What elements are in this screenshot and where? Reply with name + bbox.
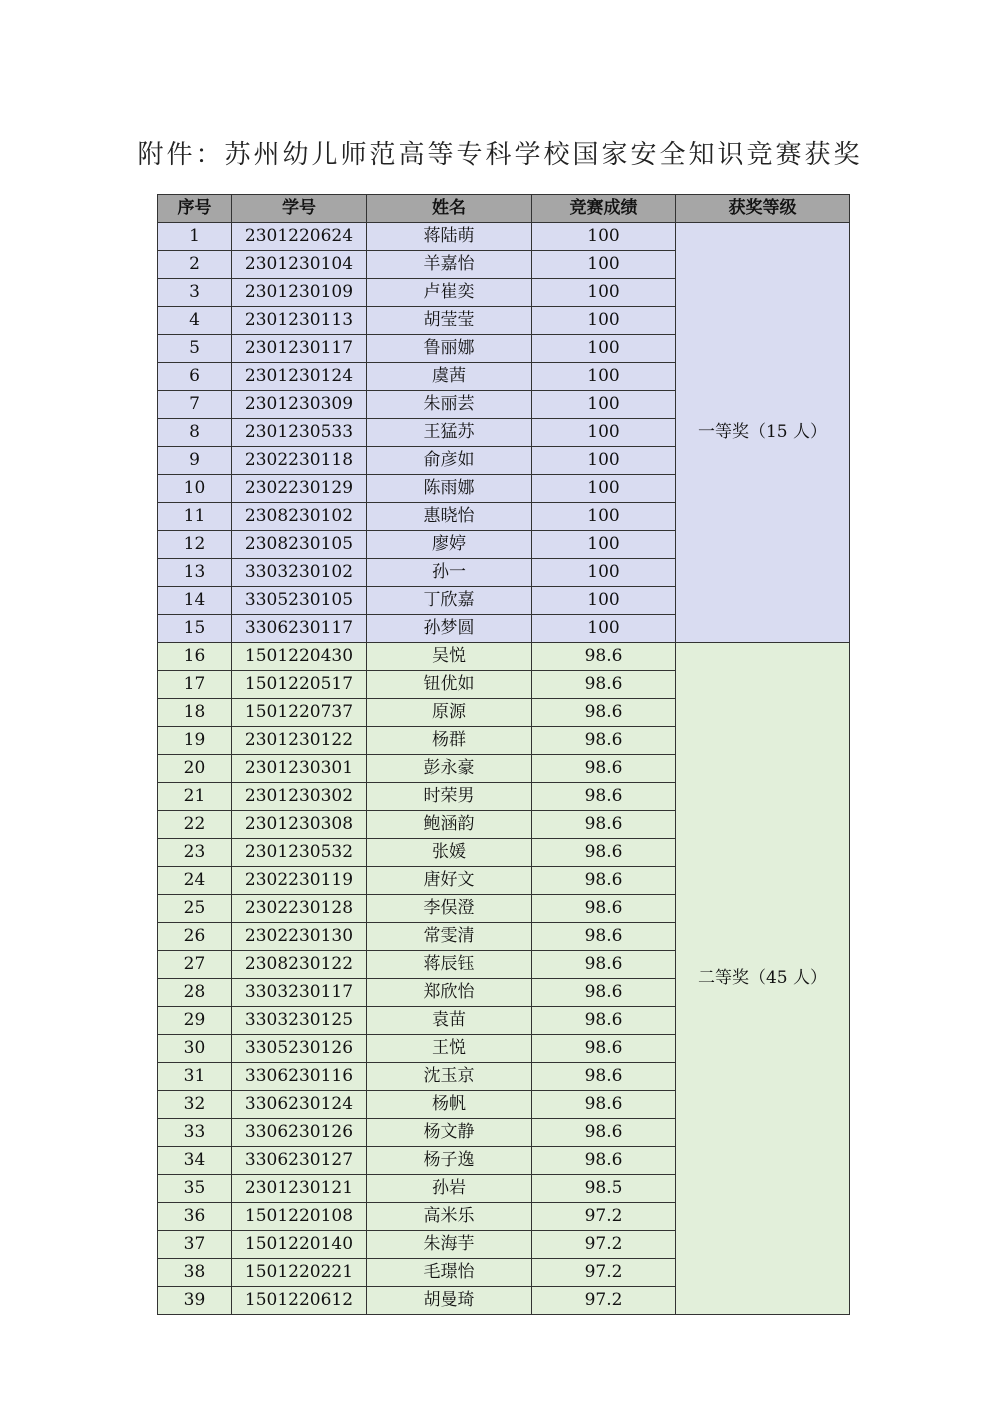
- cell-student-id: 1501220737: [232, 699, 367, 727]
- cell-index: 12: [158, 531, 232, 559]
- cell-index: 5: [158, 335, 232, 363]
- cell-name: 蒋辰钰: [367, 951, 532, 979]
- cell-name: 吴悦: [367, 643, 532, 671]
- cell-score: 100: [532, 559, 676, 587]
- cell-index: 4: [158, 307, 232, 335]
- cell-index: 22: [158, 811, 232, 839]
- cell-index: 33: [158, 1119, 232, 1147]
- cell-score: 97.2: [532, 1259, 676, 1287]
- cell-score: 100: [532, 223, 676, 251]
- cell-name: 袁苗: [367, 1007, 532, 1035]
- cell-index: 20: [158, 755, 232, 783]
- award-level-cell: 二等奖（45 人）: [676, 643, 850, 1315]
- cell-index: 13: [158, 559, 232, 587]
- header-award-level: 获奖等级: [676, 195, 850, 223]
- cell-index: 8: [158, 419, 232, 447]
- cell-student-id: 3306230124: [232, 1091, 367, 1119]
- header-student-id: 学号: [232, 195, 367, 223]
- cell-score: 97.2: [532, 1203, 676, 1231]
- cell-student-id: 1501220430: [232, 643, 367, 671]
- cell-student-id: 2301230109: [232, 279, 367, 307]
- cell-name: 卢崔奕: [367, 279, 532, 307]
- cell-score: 100: [532, 391, 676, 419]
- cell-score: 100: [532, 335, 676, 363]
- cell-student-id: 3306230117: [232, 615, 367, 643]
- cell-name: 朱海芋: [367, 1231, 532, 1259]
- cell-name: 羊嘉怡: [367, 251, 532, 279]
- cell-index: 32: [158, 1091, 232, 1119]
- cell-name: 惠晓怡: [367, 503, 532, 531]
- cell-score: 100: [532, 279, 676, 307]
- cell-name: 毛璟怡: [367, 1259, 532, 1287]
- cell-index: 24: [158, 867, 232, 895]
- cell-index: 1: [158, 223, 232, 251]
- cell-student-id: 2301230533: [232, 419, 367, 447]
- cell-student-id: 1501220221: [232, 1259, 367, 1287]
- cell-score: 98.6: [532, 867, 676, 895]
- cell-name: 虞茜: [367, 363, 532, 391]
- cell-student-id: 1501220517: [232, 671, 367, 699]
- cell-index: 34: [158, 1147, 232, 1175]
- cell-name: 杨子逸: [367, 1147, 532, 1175]
- cell-index: 35: [158, 1175, 232, 1203]
- cell-index: 21: [158, 783, 232, 811]
- cell-name: 孙一: [367, 559, 532, 587]
- cell-name: 俞彦如: [367, 447, 532, 475]
- cell-student-id: 1501220140: [232, 1231, 367, 1259]
- cell-name: 王猛苏: [367, 419, 532, 447]
- cell-index: 15: [158, 615, 232, 643]
- cell-student-id: 2302230129: [232, 475, 367, 503]
- cell-student-id: 3306230127: [232, 1147, 367, 1175]
- cell-index: 36: [158, 1203, 232, 1231]
- cell-student-id: 2301220624: [232, 223, 367, 251]
- cell-score: 98.6: [532, 727, 676, 755]
- cell-student-id: 1501220108: [232, 1203, 367, 1231]
- cell-score: 98.6: [532, 1007, 676, 1035]
- cell-index: 2: [158, 251, 232, 279]
- cell-score: 98.6: [532, 979, 676, 1007]
- cell-name: 孙梦圆: [367, 615, 532, 643]
- cell-name: 杨群: [367, 727, 532, 755]
- cell-index: 31: [158, 1063, 232, 1091]
- cell-name: 常雯清: [367, 923, 532, 951]
- cell-name: 时荣男: [367, 783, 532, 811]
- cell-index: 38: [158, 1259, 232, 1287]
- cell-index: 14: [158, 587, 232, 615]
- cell-index: 39: [158, 1287, 232, 1315]
- cell-score: 97.2: [532, 1287, 676, 1315]
- cell-name: 陈雨娜: [367, 475, 532, 503]
- document-title: 附件：苏州幼儿师范高等专科学校国家安全知识竞赛获奖: [137, 140, 863, 170]
- cell-score: 98.6: [532, 643, 676, 671]
- cell-name: 胡莹莹: [367, 307, 532, 335]
- cell-name: 原源: [367, 699, 532, 727]
- cell-score: 100: [532, 307, 676, 335]
- cell-index: 23: [158, 839, 232, 867]
- cell-index: 16: [158, 643, 232, 671]
- cell-index: 30: [158, 1035, 232, 1063]
- cell-score: 98.5: [532, 1175, 676, 1203]
- cell-index: 7: [158, 391, 232, 419]
- table-header-row: [158, 195, 850, 223]
- cell-name: 廖婷: [367, 531, 532, 559]
- cell-student-id: 2302230130: [232, 923, 367, 951]
- cell-index: 18: [158, 699, 232, 727]
- cell-index: 11: [158, 503, 232, 531]
- table-body: [158, 223, 850, 1315]
- cell-name: 孙岩: [367, 1175, 532, 1203]
- cell-student-id: 2308230122: [232, 951, 367, 979]
- cell-score: 100: [532, 503, 676, 531]
- cell-student-id: 3305230105: [232, 587, 367, 615]
- cell-score: 98.6: [532, 923, 676, 951]
- cell-index: 26: [158, 923, 232, 951]
- cell-student-id: 2301230302: [232, 783, 367, 811]
- cell-index: 19: [158, 727, 232, 755]
- cell-student-id: 2302230119: [232, 867, 367, 895]
- cell-name: 彭永豪: [367, 755, 532, 783]
- cell-score: 100: [532, 531, 676, 559]
- cell-score: 98.6: [532, 755, 676, 783]
- cell-name: 沈玉京: [367, 1063, 532, 1091]
- cell-score: 97.2: [532, 1231, 676, 1259]
- cell-name: 杨帆: [367, 1091, 532, 1119]
- cell-name: 朱丽芸: [367, 391, 532, 419]
- cell-student-id: 2301230124: [232, 363, 367, 391]
- cell-score: 98.6: [532, 1119, 676, 1147]
- cell-name: 郑欣怡: [367, 979, 532, 1007]
- cell-name: 钮优如: [367, 671, 532, 699]
- cell-score: 98.6: [532, 811, 676, 839]
- cell-score: 98.6: [532, 1063, 676, 1091]
- cell-student-id: 3303230102: [232, 559, 367, 587]
- cell-name: 鲁丽娜: [367, 335, 532, 363]
- cell-name: 胡曼琦: [367, 1287, 532, 1315]
- cell-student-id: 2301230532: [232, 839, 367, 867]
- header-index: 序号: [158, 195, 232, 223]
- cell-name: 高米乐: [367, 1203, 532, 1231]
- cell-student-id: 3305230126: [232, 1035, 367, 1063]
- cell-score: 100: [532, 419, 676, 447]
- cell-index: 37: [158, 1231, 232, 1259]
- header-name: 姓名: [367, 195, 532, 223]
- cell-score: 98.6: [532, 951, 676, 979]
- cell-score: 100: [532, 475, 676, 503]
- cell-name: 唐好文: [367, 867, 532, 895]
- cell-score: 100: [532, 615, 676, 643]
- cell-name: 蒋陆萌: [367, 223, 532, 251]
- cell-student-id: 2308230102: [232, 503, 367, 531]
- cell-index: 9: [158, 447, 232, 475]
- cell-student-id: 2301230121: [232, 1175, 367, 1203]
- cell-name: 杨文静: [367, 1119, 532, 1147]
- cell-student-id: 2302230128: [232, 895, 367, 923]
- cell-name: 丁欣嘉: [367, 587, 532, 615]
- cell-index: 6: [158, 363, 232, 391]
- cell-student-id: 2302230118: [232, 447, 367, 475]
- cell-student-id: 2301230113: [232, 307, 367, 335]
- cell-score: 98.6: [532, 839, 676, 867]
- cell-index: 27: [158, 951, 232, 979]
- table-row: [158, 643, 850, 671]
- cell-student-id: 1501220612: [232, 1287, 367, 1315]
- cell-student-id: 2301230308: [232, 811, 367, 839]
- cell-name: 王悦: [367, 1035, 532, 1063]
- cell-index: 25: [158, 895, 232, 923]
- cell-student-id: 2301230117: [232, 335, 367, 363]
- cell-index: 28: [158, 979, 232, 1007]
- cell-score: 98.6: [532, 895, 676, 923]
- cell-score: 98.6: [532, 699, 676, 727]
- cell-student-id: 2301230309: [232, 391, 367, 419]
- cell-index: 29: [158, 1007, 232, 1035]
- cell-score: 98.6: [532, 1091, 676, 1119]
- cell-score: 100: [532, 587, 676, 615]
- cell-index: 10: [158, 475, 232, 503]
- header-score: 竞赛成绩: [532, 195, 676, 223]
- cell-score: 100: [532, 363, 676, 391]
- cell-name: 李俣澄: [367, 895, 532, 923]
- cell-student-id: 3306230126: [232, 1119, 367, 1147]
- award-level-cell: 一等奖（15 人）: [676, 223, 850, 643]
- cell-student-id: 2308230105: [232, 531, 367, 559]
- cell-student-id: 3303230125: [232, 1007, 367, 1035]
- cell-score: 100: [532, 251, 676, 279]
- cell-index: 17: [158, 671, 232, 699]
- cell-student-id: 3306230116: [232, 1063, 367, 1091]
- cell-score: 98.6: [532, 1147, 676, 1175]
- cell-student-id: 2301230301: [232, 755, 367, 783]
- cell-name: 鲍涵韵: [367, 811, 532, 839]
- cell-score: 98.6: [532, 671, 676, 699]
- table-row: [158, 223, 850, 251]
- cell-index: 3: [158, 279, 232, 307]
- cell-student-id: 2301230104: [232, 251, 367, 279]
- cell-student-id: 3303230117: [232, 979, 367, 1007]
- cell-score: 98.6: [532, 1035, 676, 1063]
- awards-table: [157, 194, 850, 1315]
- cell-student-id: 2301230122: [232, 727, 367, 755]
- cell-name: 张媛: [367, 839, 532, 867]
- cell-score: 98.6: [532, 783, 676, 811]
- cell-score: 100: [532, 447, 676, 475]
